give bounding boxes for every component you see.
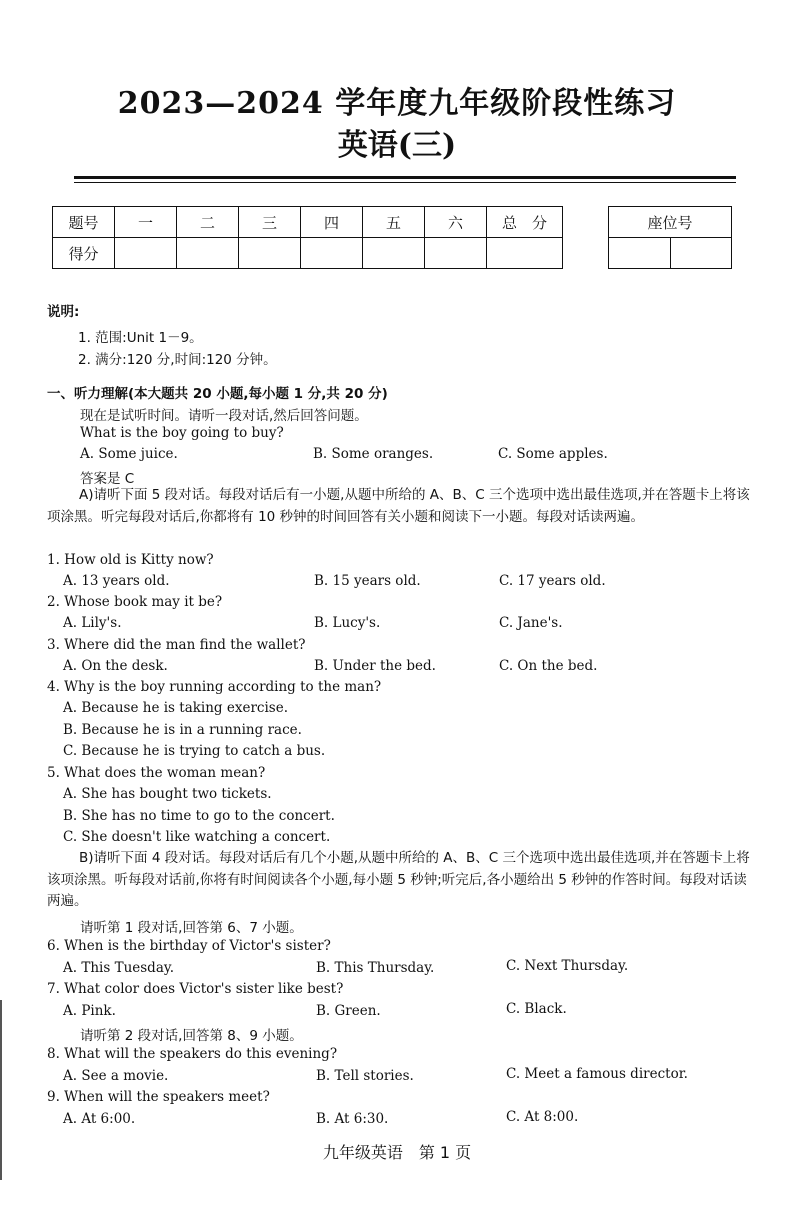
question-stem: 9. When will the speakers meet? [47, 1089, 270, 1105]
question-option: C. On the bed. [499, 658, 598, 674]
question-option: A. At 6:00. [63, 1111, 136, 1127]
notes-item: 2. 满分:120 分,时间:120 分钟。 [78, 352, 277, 368]
page-footer: 九年级英语 第 1 页 [322, 1143, 472, 1162]
score-header-cell: 五 [363, 207, 425, 238]
score-cell [425, 238, 487, 269]
sample-question: What is the boy going to buy? [80, 425, 284, 441]
question-option: C. Meet a famous director. [506, 1066, 688, 1082]
notes-item: 1. 范围:Unit 1－9。 [78, 330, 203, 346]
scan-edge [0, 1000, 2, 1180]
question-option: C. 17 years old. [499, 573, 606, 589]
score-row-label: 得分 [53, 238, 115, 269]
seat-cell [609, 238, 671, 269]
question-option: C. Next Thursday. [506, 958, 629, 974]
question-option: C. Black. [506, 1001, 567, 1017]
question-option: B. This Thursday. [316, 960, 435, 976]
section-heading: 一、听力理解(本大题共 20 小题,每小题 1 分,共 20 分) [47, 386, 388, 402]
question-option: B. Green. [316, 1003, 381, 1019]
question-stem: 7. What color does Victor's sister like best? [47, 981, 344, 997]
question-option: A. This Tuesday. [63, 960, 174, 976]
question-option: C. She doesn't like watching a concert. [63, 829, 331, 845]
dialogue-instruction: 请听第 2 段对话,回答第 8、9 小题。 [80, 1028, 303, 1044]
question-option: B. Lucy's. [314, 615, 381, 631]
question-option: A. Because he is taking exercise. [63, 700, 288, 716]
score-header-cell: 一 [115, 207, 177, 238]
score-header-cell: 六 [425, 207, 487, 238]
section-intro: 现在是试听时间。请听一段对话,然后回答问题。 [80, 408, 368, 424]
notes-heading: 说明: [47, 304, 80, 320]
score-table [52, 206, 563, 269]
question-stem: 5. What does the woman mean? [47, 765, 266, 781]
question-stem: 6. When is the birthday of Victor's sister? [47, 938, 331, 954]
part-a-instructions: A)请听下面 5 段对话。每段对话后有一小题,从题中所给的 A、B、C 三个选项中选出最佳选项,并在答题卡上将该项涂黑。听完每段对话后,你都将有 10 秒钟的时间回答有关小题和阅读下一小题。每段对话读两遍。 [47, 487, 750, 525]
question-option: A. Pink. [63, 1003, 116, 1019]
score-header-cell: 三 [239, 207, 301, 238]
question-option: A. See a movie. [63, 1068, 169, 1084]
score-cell [239, 238, 301, 269]
score-cell [115, 238, 177, 269]
score-header-cell: 总 分 [487, 207, 563, 238]
exam-subtitle: 英语(三) [337, 128, 457, 163]
seat-table [608, 206, 732, 269]
score-header-cell: 二 [177, 207, 239, 238]
header-rule-thick [74, 176, 736, 179]
sample-answer: 答案是 C [80, 471, 135, 487]
question-option: A. On the desk. [63, 658, 168, 674]
score-cell [301, 238, 363, 269]
seat-cell [670, 238, 732, 269]
question-option: A. She has bought two tickets. [63, 786, 272, 802]
question-option: B. Under the bed. [314, 658, 436, 674]
question-option: B. 15 years old. [314, 573, 421, 589]
score-cell [487, 238, 563, 269]
question-option: A. 13 years old. [63, 573, 170, 589]
part-b-instructions: B)请听下面 4 段对话。每段对话后有几个小题,从题中所给的 A、B、C 三个选项中选出最佳选项,并在答题卡上将该项涂黑。听每段对话前,你将有时间阅读各个小题,每小题 5 秒钟;听完后,各小题给出 5 秒钟的作答时间。每段对话读两遍。 [47, 850, 750, 909]
score-header-cell: 四 [301, 207, 363, 238]
question-stem: 3. Where did the man find the wallet? [47, 637, 306, 653]
question-stem: 1. How old is Kitty now? [47, 552, 214, 568]
question-option: B. She has no time to go to the concert. [63, 808, 335, 824]
question-option: B. At 6:30. [316, 1111, 389, 1127]
question-option: B. Because he is in a running race. [63, 722, 302, 738]
question-option: C. Jane's. [499, 615, 563, 631]
exam-title: 2023—2024 学年度九年级阶段性练习 [117, 86, 677, 121]
question-option: C. Because he is trying to catch a bus. [63, 743, 326, 759]
sample-option: A. Some juice. [80, 446, 178, 462]
question-option: C. At 8:00. [506, 1109, 579, 1125]
header-rule-thin [74, 182, 736, 183]
score-cell [177, 238, 239, 269]
question-stem: 8. What will the speakers do this evening? [47, 1046, 338, 1062]
question-option: B. Tell stories. [316, 1068, 414, 1084]
question-stem: 2. Whose book may it be? [47, 594, 223, 610]
sample-option: B. Some oranges. [313, 446, 434, 462]
seat-label: 座位号 [609, 207, 732, 238]
question-stem: 4. Why is the boy running according to the man? [47, 679, 382, 695]
question-option: A. Lily's. [63, 615, 122, 631]
dialogue-instruction: 请听第 1 段对话,回答第 6、7 小题。 [80, 920, 303, 936]
score-header-cell: 题号 [53, 207, 115, 238]
score-cell [363, 238, 425, 269]
sample-option: C. Some apples. [498, 446, 608, 462]
